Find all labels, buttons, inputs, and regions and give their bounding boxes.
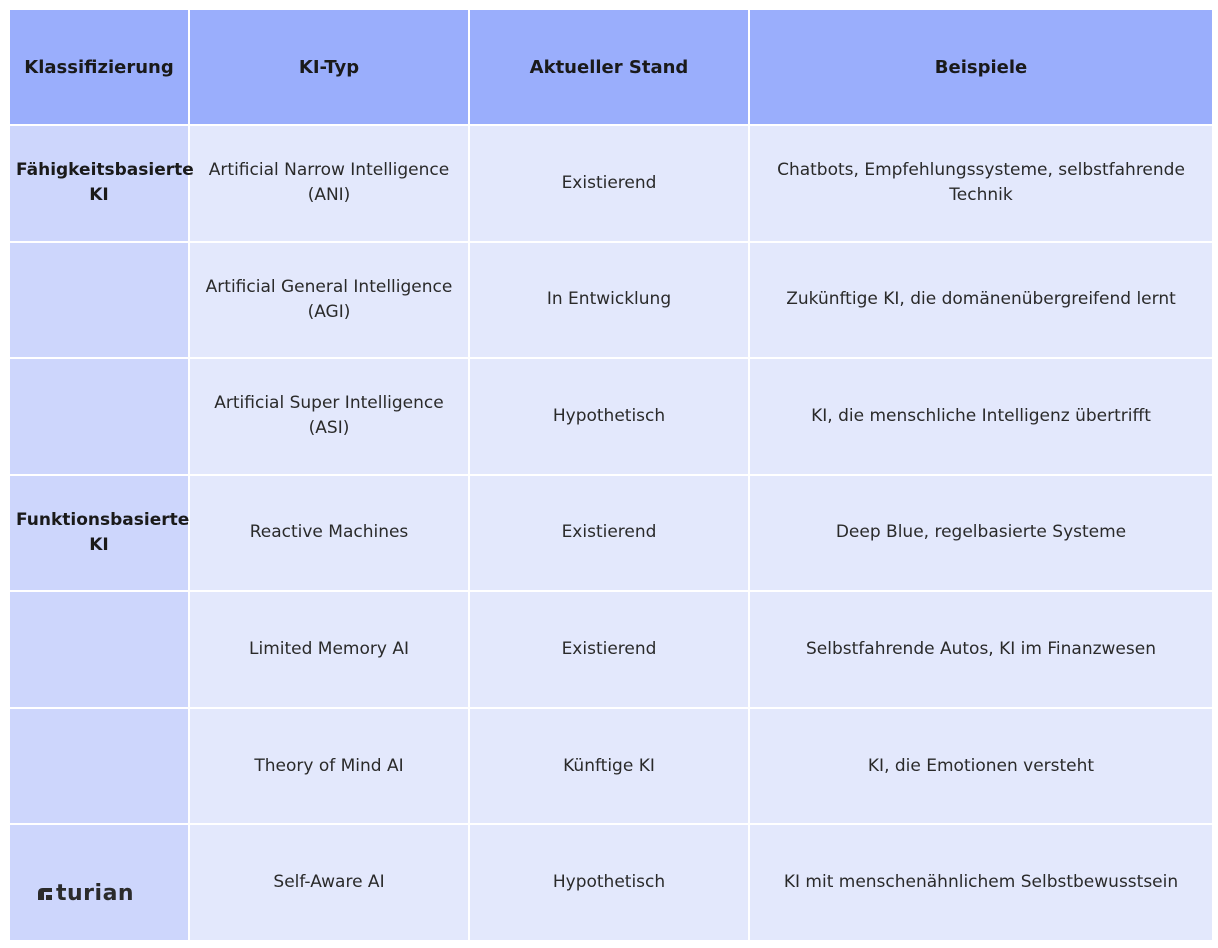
cell-status: Hypothetisch xyxy=(469,824,749,941)
table-header-row xyxy=(9,9,1213,125)
header-classification: Klassifizierung xyxy=(9,9,189,125)
table-row xyxy=(9,708,1213,825)
header-examples: Beispiele xyxy=(749,9,1213,125)
cell-type: Limited Memory AI xyxy=(189,591,469,708)
header-ki-type: KI-Typ xyxy=(189,9,469,125)
cell-classification: Funktionsbasierte KI xyxy=(9,475,189,592)
cell-type: Artificial Narrow Intelligence (ANI) xyxy=(189,125,469,242)
table-row xyxy=(9,475,1213,592)
ai-classification-table xyxy=(8,8,1214,942)
cell-status: Existierend xyxy=(469,591,749,708)
header-current-status: Aktueller Stand xyxy=(469,9,749,125)
cell-examples: Zukünftige KI, die domänenübergreifend lernt xyxy=(749,242,1213,359)
cell-status: Existierend xyxy=(469,125,749,242)
cell-status: Hypothetisch xyxy=(469,358,749,475)
cell-examples: Selbstfahrende Autos, KI im Finanzwesen xyxy=(749,591,1213,708)
turian-logo xyxy=(36,881,134,906)
turian-logo-icon xyxy=(36,885,54,903)
cell-classification xyxy=(9,591,189,708)
table-container xyxy=(8,8,1212,942)
cell-status: Künftige KI xyxy=(469,708,749,825)
turian-logo-text: turian xyxy=(56,881,135,907)
cell-status: In Entwicklung xyxy=(469,242,749,359)
table-row xyxy=(9,242,1213,359)
cell-type: Artificial Super Intelligence (ASI) xyxy=(189,358,469,475)
cell-classification-logo xyxy=(9,824,189,941)
cell-classification xyxy=(9,708,189,825)
cell-status: Existierend xyxy=(469,475,749,592)
table-row xyxy=(9,358,1213,475)
cell-classification xyxy=(9,242,189,359)
cell-type: Theory of Mind AI xyxy=(189,708,469,825)
table-row xyxy=(9,824,1213,941)
cell-type: Artificial General Intelligence (AGI) xyxy=(189,242,469,359)
table-row xyxy=(9,591,1213,708)
cell-type: Self-Aware AI xyxy=(189,824,469,941)
cell-examples: Deep Blue, regelbasierte Systeme xyxy=(749,475,1213,592)
cell-classification: Fähigkeitsbasierte KI xyxy=(9,125,189,242)
cell-examples: KI mit menschenähnlichem Selbstbewusstsein xyxy=(749,824,1213,941)
table-row xyxy=(9,125,1213,242)
cell-examples: Chatbots, Empfehlungssysteme, selbstfahrende Technik xyxy=(749,125,1213,242)
cell-examples: KI, die Emotionen versteht xyxy=(749,708,1213,825)
cell-type: Reactive Machines xyxy=(189,475,469,592)
cell-classification xyxy=(9,358,189,475)
cell-examples: KI, die menschliche Intelligenz übertrifft xyxy=(749,358,1213,475)
